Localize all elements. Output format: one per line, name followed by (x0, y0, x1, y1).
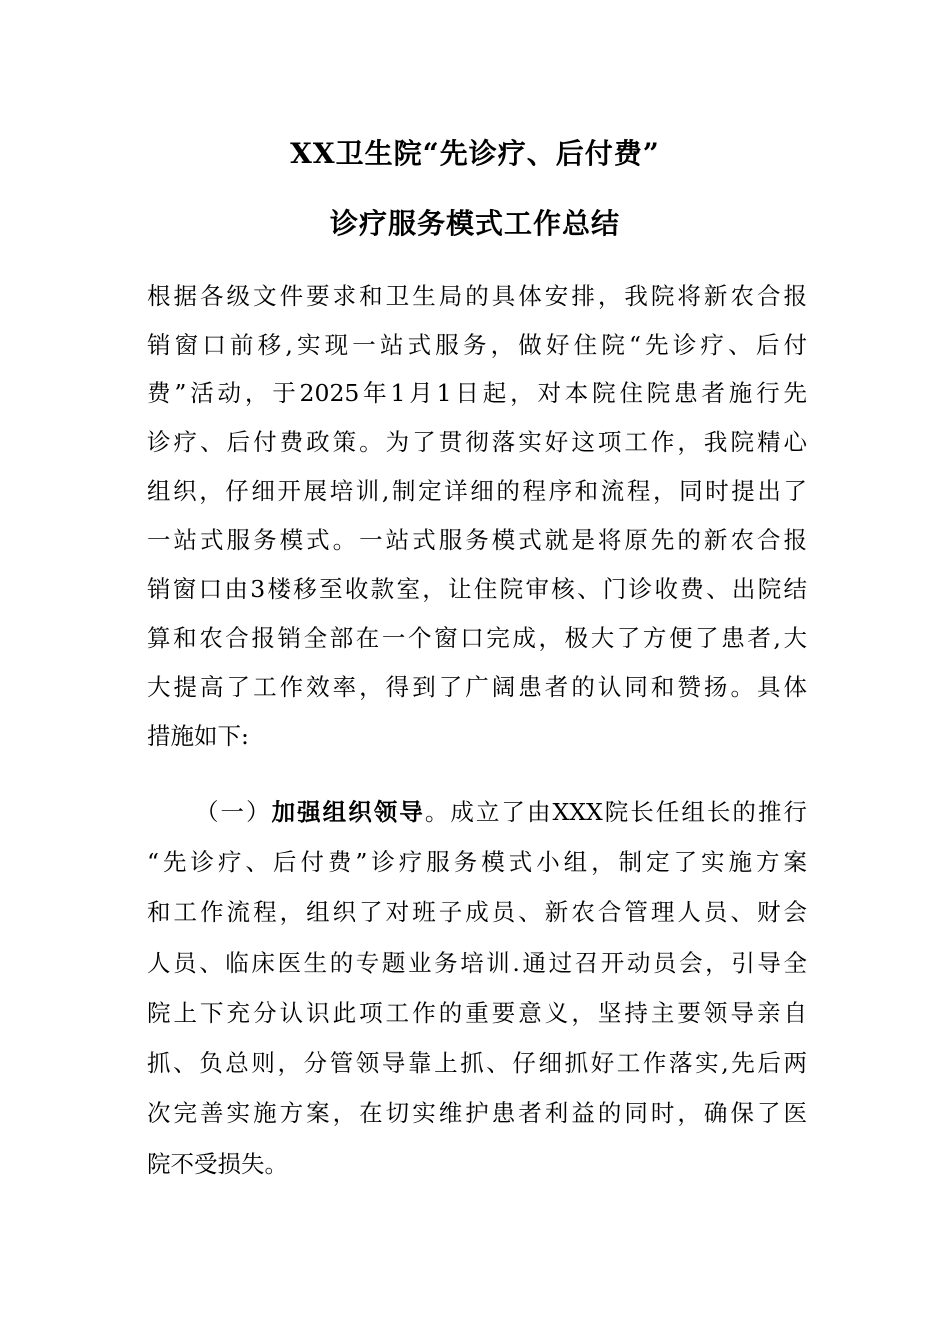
paragraph-1-line: 诊疗、后付费政策。为了贯彻落实好这项工作，我院精心 (147, 428, 807, 456)
paragraph-1-line: 措施如下: (147, 722, 249, 750)
document-title-line-2: 诊疗服务模式工作总结 (329, 207, 620, 240)
paragraph-1-line: 费”活动，于2025年1月1日起，对本院住院患者施行先 (147, 379, 807, 407)
section-heading: 加强组织领导 (271, 798, 425, 826)
paragraph-1-line: 组织，仔细开展培训,制定详细的程序和流程，同时提出了 (147, 477, 807, 505)
paragraph-1-line: 大提高了工作效率，得到了广阔患者的认同和赞扬。具体 (147, 673, 807, 701)
paragraph-1-line: 一站式服务模式。一站式服务模式就是将原先的新农合报 (147, 526, 807, 554)
section-number: （一） (195, 798, 272, 826)
paragraph-2-line: 院上下充分认识此项工作的重要意义，坚持主要领导亲自 (147, 999, 807, 1027)
paragraph-1-line: 销窗口前移,实现一站式服务，做好住院“先诊疗、后付 (147, 331, 807, 359)
paragraph-1-line: 算和农合报销全部在一个窗口完成，极大了方便了患者,大 (147, 624, 807, 652)
paragraph-2-line: 院不受损失。 (147, 1150, 288, 1178)
paragraph-2-line: 和工作流程，组织了对班子成员、新农合管理人员、财会 (147, 898, 807, 926)
paragraph-2-line: 次完善实施方案，在切实维护患者利益的同时，确保了医 (147, 1099, 807, 1127)
paragraph-1-line: 销窗口由3楼移至收款室，让住院审核、门诊收费、出院结 (147, 575, 807, 603)
paragraph-1-line: 根据各级文件要求和卫生局的具体安排，我院将新农合报 (147, 282, 807, 310)
paragraph-2-line: “先诊疗、后付费”诊疗服务模式小组，制定了实施方案 (147, 848, 807, 876)
paragraph-2-first-line (195, 797, 807, 827)
document-title-line-1: XX卫生院“先诊疗、后付费” (290, 137, 660, 170)
paragraph-2-line: 抓、负总则，分管领导靠上抓、仔细抓好工作落实,先后两 (147, 1049, 807, 1077)
paragraph-2-line: 人员、临床医生的专题业务培训.通过召开动员会，引导全 (147, 949, 807, 977)
paragraph-2-first-line-text: 。成立了由XXX院长任组长的推行 (424, 798, 807, 826)
